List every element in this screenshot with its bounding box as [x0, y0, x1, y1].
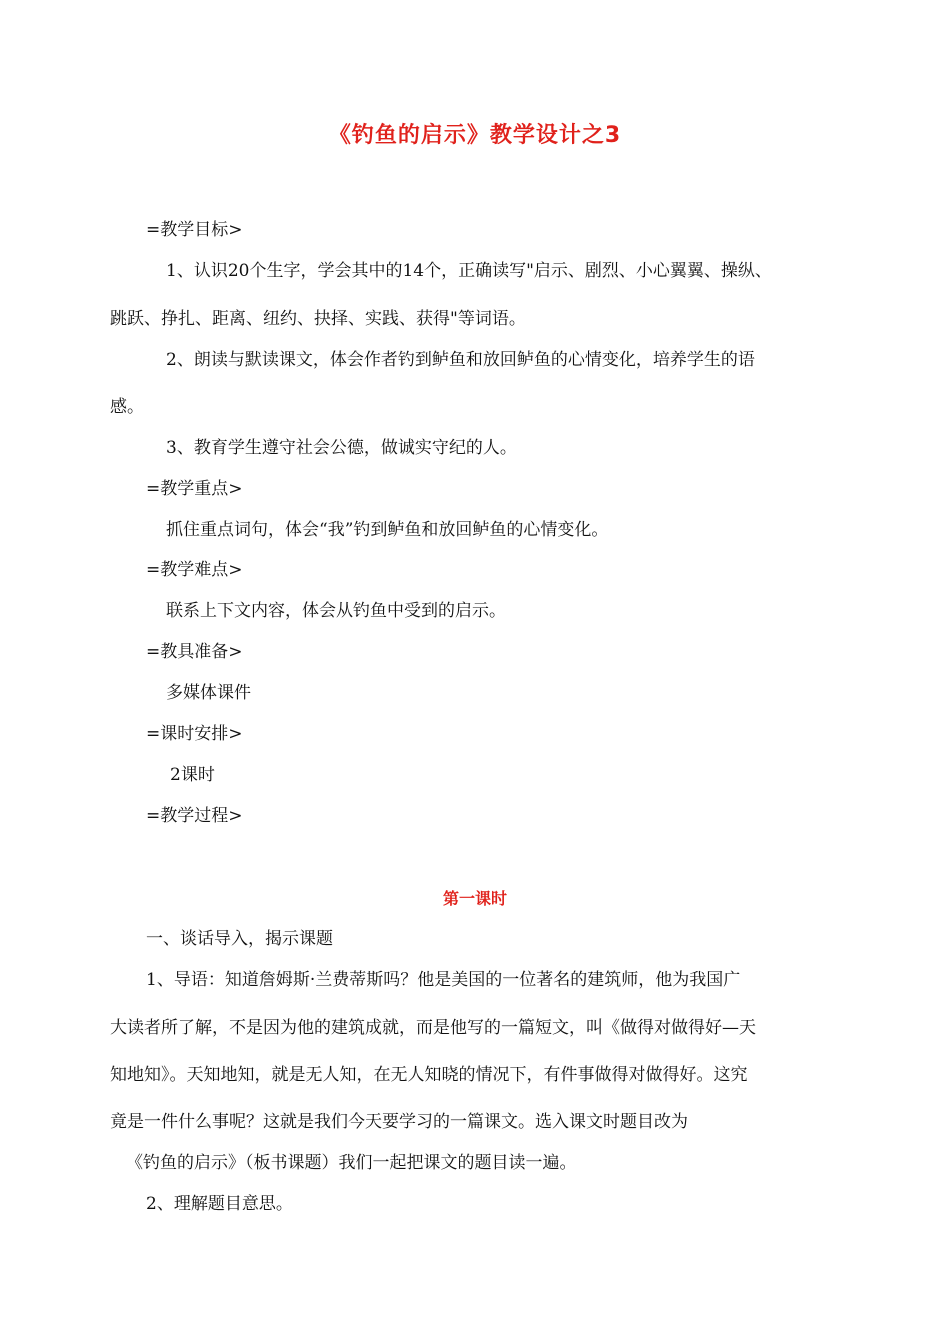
document-title: 《钓鱼的启示》教学设计之3 — [328, 123, 622, 148]
paragraph-1-line-3: 知地知》。天知地知，就是无人知，在无人知晓的情况下，有件事做得对做得好。这究 — [110, 1065, 748, 1085]
paragraph-1-line-1: 1、导语：知道詹姆斯·兰费蒂斯吗？他是美国的一位著名的建筑师，他为我国广 — [146, 970, 741, 990]
section-1-heading: 一、谈话导入，揭示课题 — [146, 929, 333, 949]
schedule-text: 2课时 — [170, 765, 215, 785]
key-points-text: 抓住重点词句，体会“我”钓到鲈鱼和放回鲈鱼的心情变化。 — [166, 520, 609, 540]
paragraph-2: 2、理解题目意思。 — [146, 1194, 293, 1214]
difficult-points-text: 联系上下文内容，体会从钓鱼中受到的启示。 — [166, 601, 506, 621]
teaching-tools-heading: =教具准备> — [146, 642, 243, 662]
goal-1-line-2: 跳跃、挣扎、距离、纽约、抉择、实践、获得"等词语。 — [110, 309, 526, 329]
difficult-points-heading: =教学难点> — [146, 560, 243, 580]
process-heading: =教学过程> — [146, 806, 243, 826]
paragraph-1-line-4: 竟是一件什么事呢？这就是我们今天要学习的一篇课文。选入课文时题目改为 — [110, 1112, 688, 1132]
paragraph-1-line-2: 大读者所了解，不是因为他的建筑成就，而是他写的一篇短文，叫《做得对做得好—天 — [110, 1018, 756, 1038]
goal-1-line-1: 1、认识20个生字，学会其中的14个，正确读写"启示、剧烈、小心翼翼、操纵、 — [166, 261, 772, 281]
goal-2-line-2: 感。 — [110, 397, 144, 417]
key-points-heading: =教学重点> — [146, 479, 243, 499]
goal-3: 3、教育学生遵守社会公德，做诚实守纪的人。 — [166, 438, 517, 458]
goal-2-line-1: 2、朗读与默读课文，体会作者钓到鲈鱼和放回鲈鱼的心情变化，培养学生的语 — [166, 350, 755, 370]
goals-heading: =教学目标> — [146, 220, 243, 240]
teaching-tools-text: 多媒体课件 — [166, 683, 251, 703]
schedule-heading: =课时安排> — [146, 724, 243, 744]
lesson-one-heading: 第一课时 — [442, 889, 507, 908]
paragraph-1-line-5: 《钓鱼的启示》（板书课题）我们一起把课文的题目读一遍。 — [126, 1153, 577, 1173]
